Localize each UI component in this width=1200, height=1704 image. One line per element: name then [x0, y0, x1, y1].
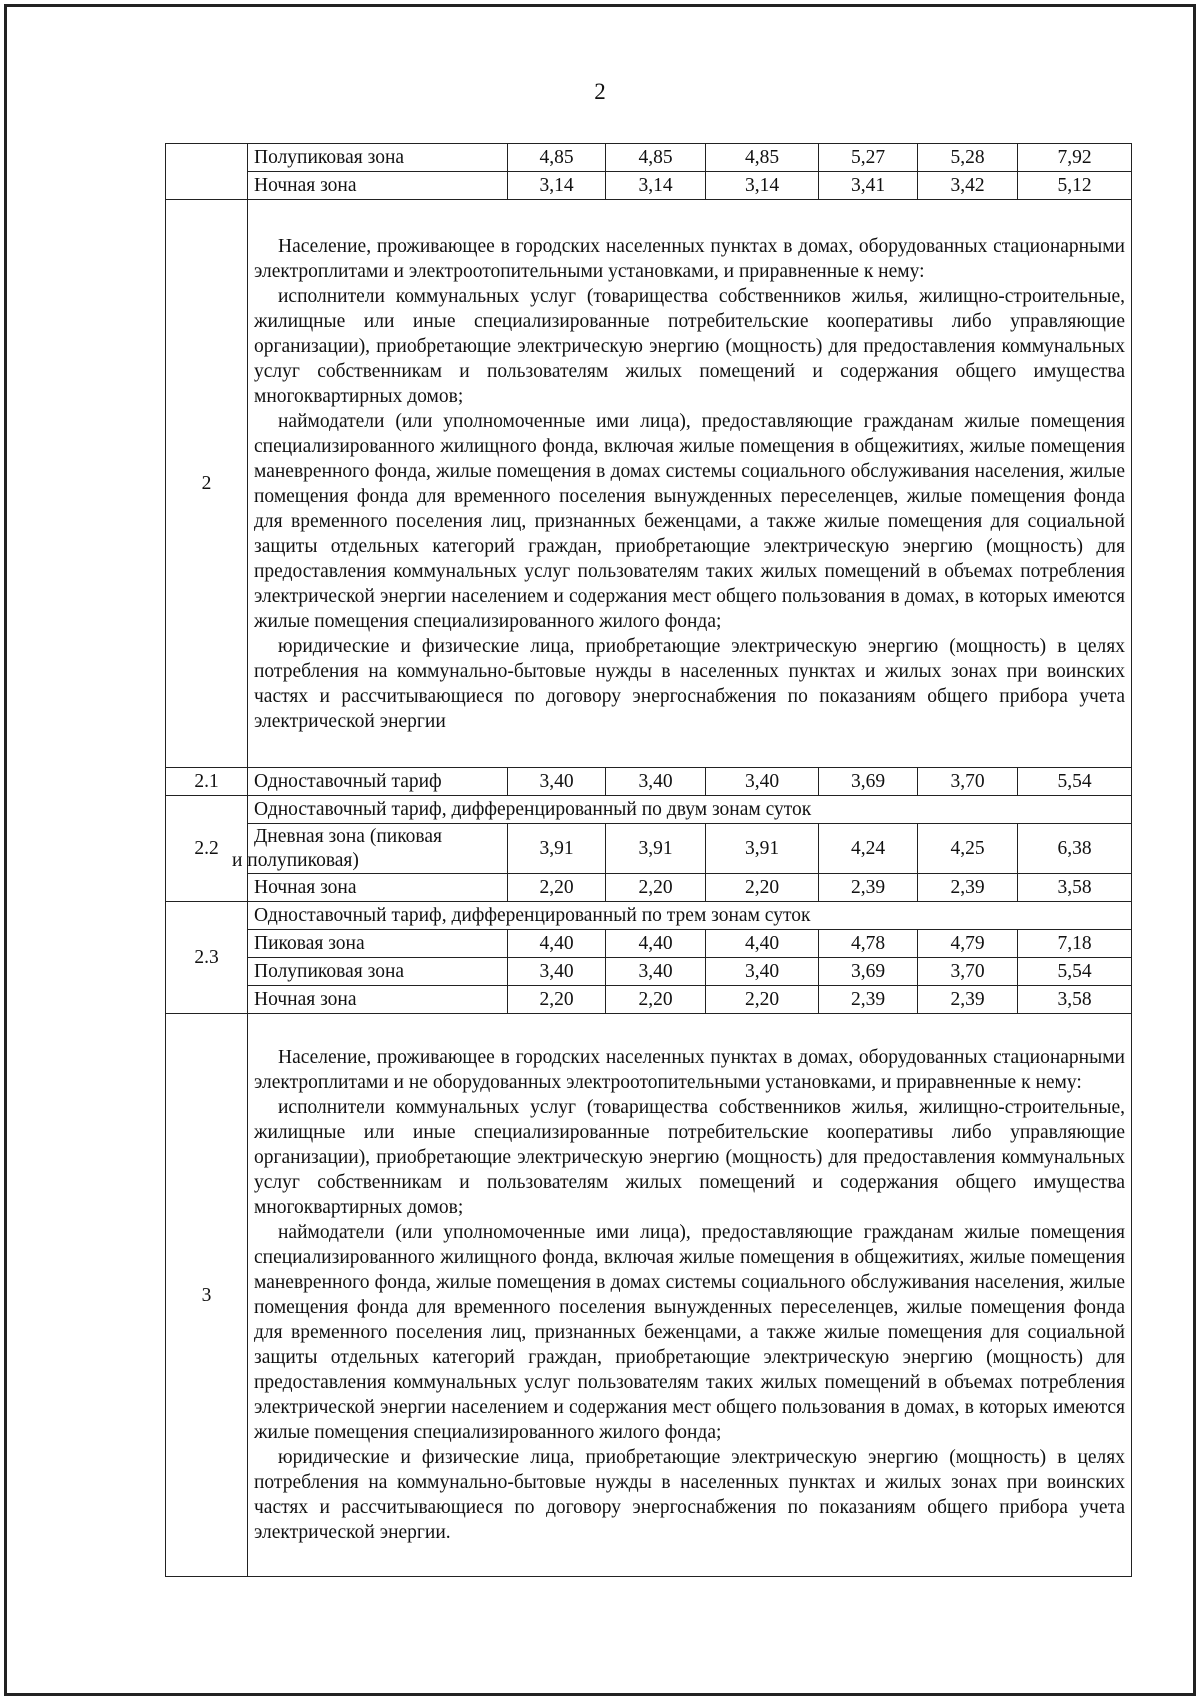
row-label-line: Дневная зона (пиковая	[254, 825, 443, 847]
value-cell: 6,38	[1018, 824, 1132, 874]
section-2-row	[166, 200, 1132, 768]
tariff-table	[165, 143, 1132, 1577]
group-heading: Одноставочный тариф, дифференцированный по трем зонам суток	[248, 902, 1132, 930]
row-label: Полупиковая зона	[248, 958, 508, 986]
value-cell: 4,24	[819, 824, 918, 874]
value-cell: 3,69	[819, 768, 918, 796]
value-cell: 3,40	[706, 768, 819, 796]
value-cell: 2,20	[606, 986, 706, 1014]
paragraph: юридические и физические лица, приобретающие электрическую энергию (мощность) в целях потребления на коммунально-бытовые нужды в населенных пунктах и жилых зонах при воинских частях и рассчитывающиеся по договору энергоснабжения по показаниям общего прибора учета электрической энергии	[254, 635, 1125, 732]
table-row	[166, 902, 1132, 930]
value-cell: 4,85	[606, 144, 706, 172]
value-cell: 2,39	[918, 986, 1018, 1014]
row-label: Полупиковая зона	[248, 144, 508, 172]
value-cell: 4,40	[706, 930, 819, 958]
page-number: 2	[594, 79, 606, 104]
paragraph: наймодатели (или уполномоченные ими лица), предоставляющие гражданам жилые помещения специализированного жилищного фонда, включая жилые помещения в общежитиях, жилые помещения маневренного фонда, жилые помещения в домах системы социального обслуживания населения, жилые помещения фонда для временного поселения вынужденных переселенцев, жилые помещения фонда для временного поселения лиц, признанных беженцами, а также жилые помещения для социальной защиты отдельных категорий граждан, приобретающие электрическую энергию (мощность) для предоставления коммунальных услуг пользователям таких жилых помещений в объемах потребления электрической энергии населением и содержания мест общего пользования в домах, в которых имеются жилые помещения специализированного жилого фонда;	[254, 1222, 1125, 1443]
table-row	[166, 874, 1132, 902]
table-row	[166, 144, 1132, 172]
row-label	[232, 824, 508, 874]
paragraph: наймодатели (или уполномоченные ими лица), предоставляющие гражданам жилые помещения специализированного жилищного фонда, включая жилые помещения в общежитиях, жилые помещения маневренного фонда, жилые помещения в домах системы социального обслуживания населения, жилые помещения фонда для временного поселения вынужденных переселенцев, жилые помещения фонда для временного поселения лиц, признанных беженцами, а также жилые помещения для социальной защиты отдельных категорий граждан, приобретающие электрическую энергию (мощность) для предоставления коммунальных услуг пользователям таких жилых помещений в объемах потребления электрической энергии населением и содержания мест общего пользования в домах, в которых имеются жилые помещения специализированного жилого фонда;	[254, 410, 1125, 632]
value-cell: 3,70	[918, 768, 1018, 796]
section-2-description	[248, 200, 1132, 768]
value-cell: 2,39	[819, 986, 918, 1014]
value-cell: 2,20	[606, 874, 706, 902]
value-cell: 7,92	[1018, 144, 1132, 172]
table-row	[166, 824, 1132, 874]
value-cell: 3,58	[1018, 874, 1132, 902]
value-cell: 2,39	[918, 874, 1018, 902]
section-number: 2	[166, 200, 248, 768]
table-row	[166, 768, 1132, 796]
value-cell: 4,40	[508, 930, 606, 958]
row-label: Ночная зона	[248, 986, 508, 1014]
row-number-cell	[166, 144, 248, 200]
value-cell: 3,40	[706, 958, 819, 986]
paragraph: Население, проживающее в городских населенных пунктах в домах, оборудованных стационарными электроплитами и не оборудованных электроотопительными установками, и приравненные к нему:	[254, 1047, 1125, 1093]
value-cell: 2,39	[819, 874, 918, 902]
row-number: 2.1	[166, 768, 248, 796]
value-cell: 7,18	[1018, 930, 1132, 958]
value-cell: 3,41	[819, 172, 918, 200]
value-cell: 3,69	[819, 958, 918, 986]
value-cell: 2,20	[706, 986, 819, 1014]
document-page	[4, 4, 1196, 1696]
section-number: 3	[166, 1014, 248, 1577]
row-label-line: и полупиковая)	[232, 849, 359, 871]
value-cell: 2,20	[706, 874, 819, 902]
value-cell: 3,91	[706, 824, 819, 874]
value-cell: 3,70	[918, 958, 1018, 986]
value-cell: 4,85	[508, 144, 606, 172]
paragraph: исполнители коммунальных услуг (товарищества собственников жилья, жилищно-строительные, жилищные или иные специализированные потребительские кооперативы либо управляющие организации), приобретающие электрическую энергию (мощность) для предоставления коммунальных услуг собственникам и пользователям жилых помещений и содержания общего имущества многоквартирных домов;	[254, 285, 1125, 407]
group-heading: Одноставочный тариф, дифференцированный по двум зонам суток	[248, 796, 1132, 824]
row-label: Ночная зона	[248, 172, 508, 200]
value-cell: 3,40	[606, 958, 706, 986]
row-number: 2.3	[166, 902, 248, 1014]
table-row	[166, 986, 1132, 1014]
value-cell: 3,91	[508, 824, 606, 874]
value-cell: 3,14	[508, 172, 606, 200]
value-cell: 3,40	[508, 958, 606, 986]
value-cell: 3,58	[1018, 986, 1132, 1014]
value-cell: 3,91	[606, 824, 706, 874]
row-label: Одноставочный тариф	[248, 768, 508, 796]
value-cell: 3,42	[918, 172, 1018, 200]
value-cell: 3,14	[706, 172, 819, 200]
value-cell: 3,40	[606, 768, 706, 796]
table-row	[166, 930, 1132, 958]
paragraph: исполнители коммунальных услуг (товарищества собственников жилья, жилищно-строительные, жилищные или иные специализированные потребительские кооперативы либо управляющие организации), приобретающие электрическую энергию (мощность) для предоставления коммунальных услуг собственникам и пользователям жилых помещений и содержания общего имущества многоквартирных домов;	[254, 1097, 1125, 1218]
value-cell: 4,25	[918, 824, 1018, 874]
table-row	[166, 958, 1132, 986]
row-label: Ночная зона	[248, 874, 508, 902]
value-cell: 5,28	[918, 144, 1018, 172]
section-3-description	[248, 1014, 1132, 1577]
paragraph: юридические и физические лица, приобретающие электрическую энергию (мощность) в целях потребления на коммунально-бытовые нужды в населенных пунктах и жилых зонах при воинских частях и рассчитывающиеся по договору энергоснабжения по показаниям общего прибора учета электрической энергии.	[254, 1447, 1125, 1543]
value-cell: 5,54	[1018, 768, 1132, 796]
value-cell: 4,85	[706, 144, 819, 172]
value-cell: 3,14	[606, 172, 706, 200]
row-label: Пиковая зона	[248, 930, 508, 958]
table-row	[166, 172, 1132, 200]
row-number: 2.2	[166, 796, 248, 902]
value-cell: 3,40	[508, 768, 606, 796]
value-cell: 2,20	[508, 986, 606, 1014]
paragraph: Население, проживающее в городских населенных пунктах в домах, оборудованных стационарными электроплитами и электроотопительными установками, и приравненные к нему:	[254, 235, 1125, 282]
value-cell: 4,79	[918, 930, 1018, 958]
value-cell: 4,78	[819, 930, 918, 958]
value-cell: 2,20	[508, 874, 606, 902]
section-3-row	[166, 1014, 1132, 1577]
value-cell: 5,54	[1018, 958, 1132, 986]
table-row	[166, 796, 1132, 824]
value-cell: 5,12	[1018, 172, 1132, 200]
value-cell: 5,27	[819, 144, 918, 172]
value-cell: 4,40	[606, 930, 706, 958]
